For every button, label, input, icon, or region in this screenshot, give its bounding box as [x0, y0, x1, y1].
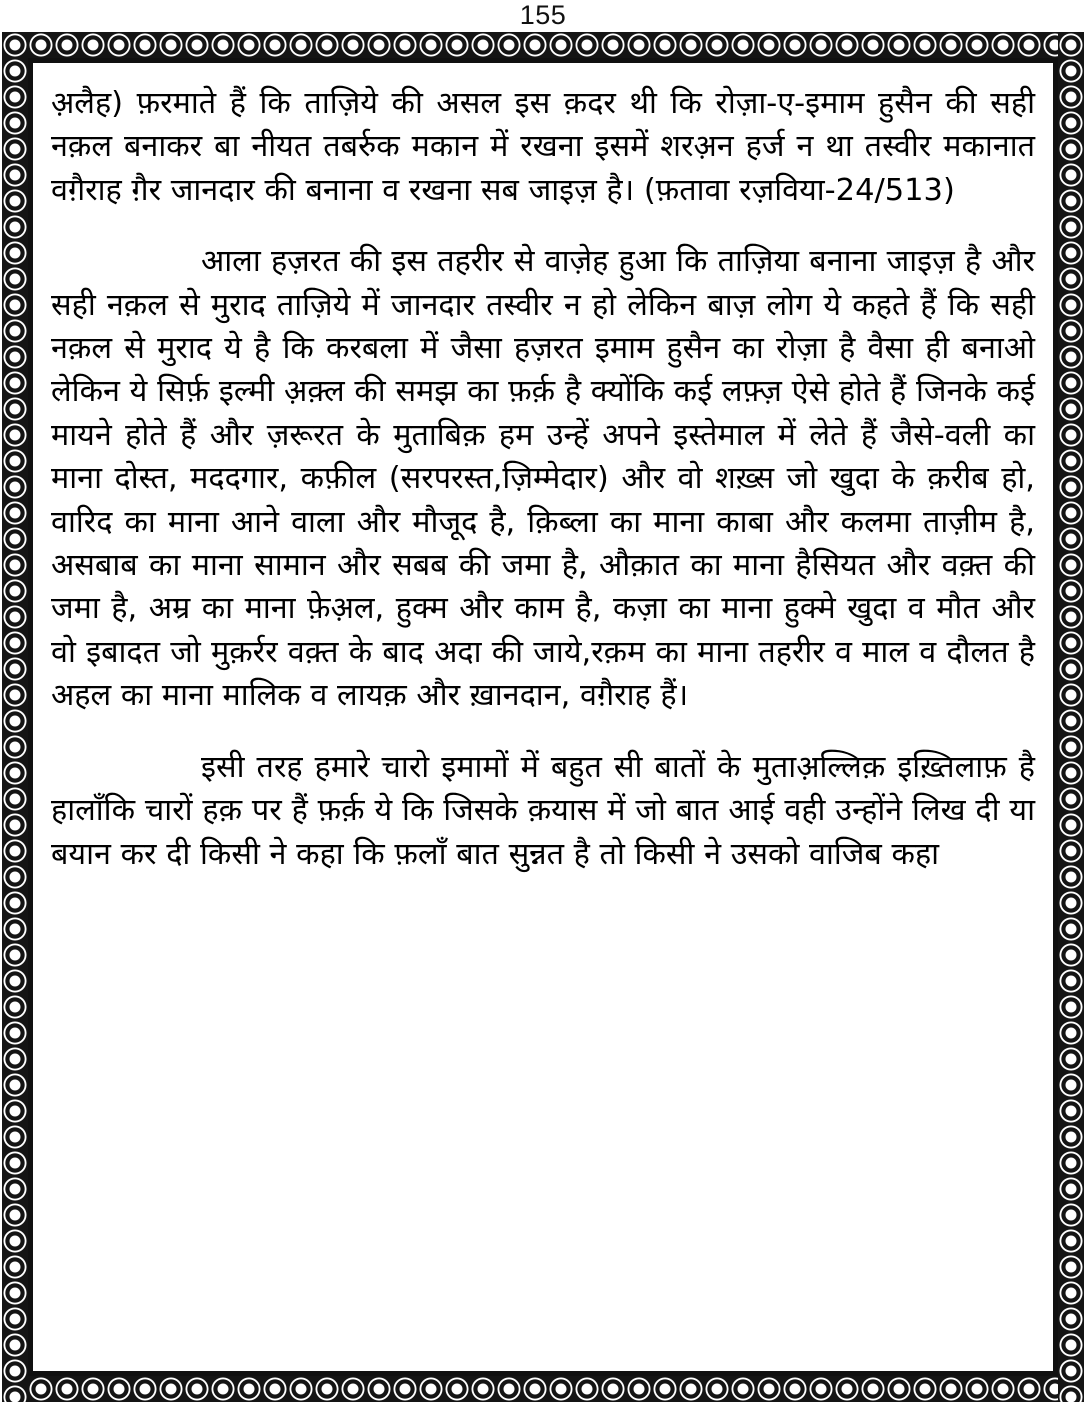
- star-rosette-border-left-icon: [2, 32, 28, 1402]
- star-rosette-border-bottom-icon: [2, 1376, 1084, 1402]
- ornamental-border-frame: [2, 32, 1084, 1402]
- text-body: [39, 68, 1047, 1366]
- star-rosette-border-right-icon: [1058, 32, 1084, 1402]
- star-rosette-border-top-icon: [2, 32, 1084, 58]
- page-number: 155: [519, 0, 567, 30]
- paragraph-2: आला हज़रत की इस तहरीर से वाज़ेह हुआ कि ताज़िया बनाना जाइज़ है और सही नक़ल से मुराद ताज़िये में जानदार तस्वीर न हो लेकिन बाज़ लोग ये कहते हैं कि सही नक़ल से मुराद ये है कि करबला में जैसा हज़रत इमाम हुसैन का रोज़ा है वैसा ही बनाओ लेकिन ये सिर्फ़ इल्मी अ़क़्ल की समझ का फ़र्क़ है क्योंकि कई लफ़्ज़ ऐसे होते हैं जिनके कई मायने होते हैं और ज़रूरत के मुताबिक़ हम उन्हें अपने इस्तेमाल में लेते हैं जैसे-वली का माना दोस्त, मददगार, कफ़ील (सरपरस्त,ज़िम्मेदार) और वो शख़्स जो खुदा के क़रीब हो, वारिद का माना आने वाला और मौजूद है, क़िब्ला का माना काबा और कलमा ताज़ीम है, असबाब का माना सामान और सबब की जमा है, औक़ात का माना हैसियत और वक़्त की जमा है, अम्र का माना फ़ेअ़ल, हुक्म और काम है, कज़ा का माना हुक्मे खुदा व मौत और वो इबादत जो मुक़र्रर वक़्त के बाद अदा की जाये,रक़म का माना तहरीर व माल व दौलत है अहल का माना मालिक व लायक़ और ख़ानदान, वग़ैराह हैं।: [51, 244, 1035, 714]
- paragraph-3: इसी तरह हमारे चारो इमामों में बहुत सी बातों के मुताअ़ल्लिक़ इख़्तिलाफ़ है हालाँकि चारों हक़ पर हैं फ़र्क़ ये कि जिसके क़यास में जो बात आई वही उन्होंने लिख दी या बयान कर दी किसी ने कहा कि फ़लाँ बात सुन्नत है तो किसी ने उसको वाजिब कहा: [51, 749, 1035, 872]
- paragraph-1: अ़लैह) फ़रमाते हैं कि ताज़िये की असल इस क़दर थी कि रोज़ा-ए-इमाम हुसैन की सही नक़ल बनाकर बा नीयत तबर्रुक मकान में रखना इसमें शरअ़न हर्ज न था तस्वीर मकानात वग़ैराह ग़ैर जानदार की बनाना व रखना सब जाइज़ है। (फ़तावा रज़विया-24/513): [51, 86, 1035, 208]
